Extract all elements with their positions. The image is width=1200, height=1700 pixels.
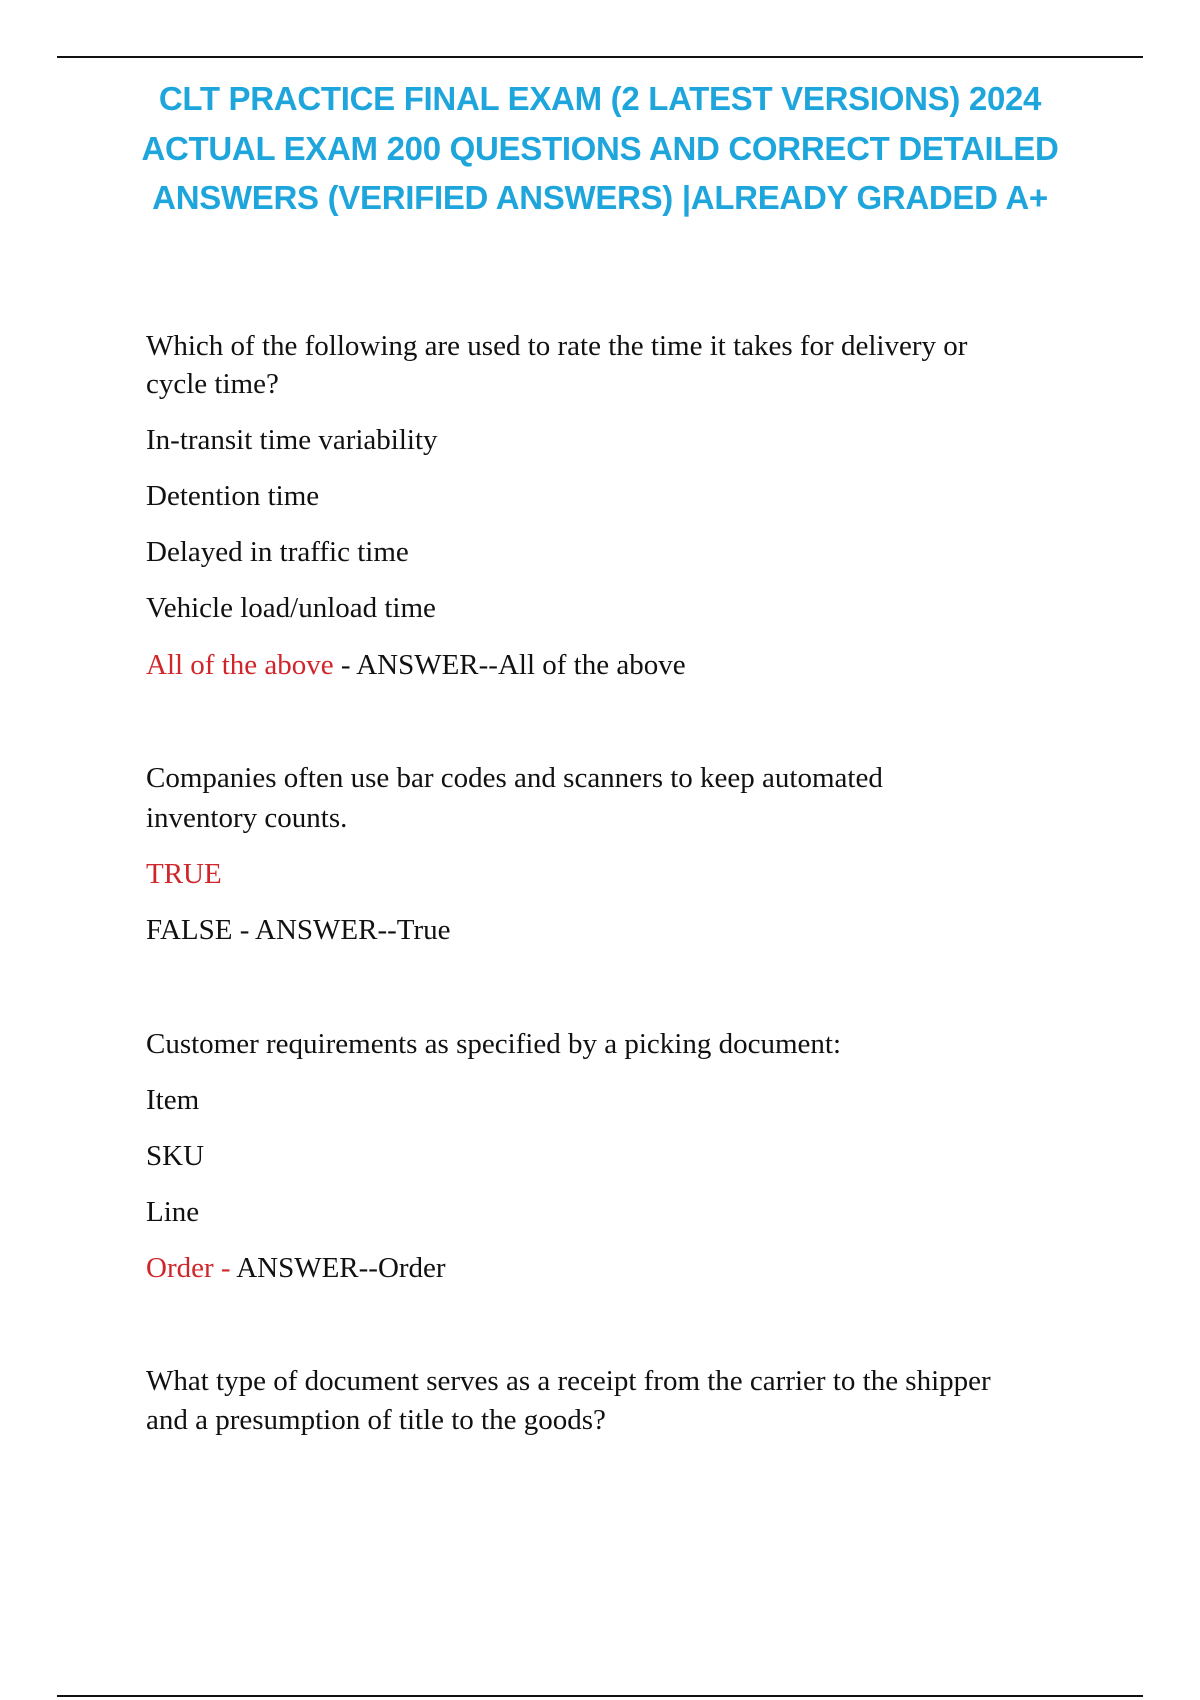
- q1-question-line-1: Which of the following are used to rate the time it takes for delivery or: [146, 330, 968, 362]
- q2-answer-line: FALSE - ANSWER--True: [146, 914, 451, 946]
- title-line-2: ACTUAL EXAM 200 QUESTIONS AND CORRECT DETAILED: [141, 129, 1059, 167]
- q3-option-3: Line: [146, 1196, 200, 1228]
- q4-question-line-1: What type of document serves as a receipt from the carrier to the shipper: [146, 1365, 991, 1397]
- q1-option-1: In-transit time variability: [146, 424, 438, 456]
- top-rule: [57, 56, 1143, 58]
- q3-answer-text: ANSWER--Order: [236, 1252, 446, 1284]
- title-line-1: CLT PRACTICE FINAL EXAM (2 LATEST VERSIONS) 2024: [158, 80, 1042, 117]
- document-title: [110, 74, 1090, 223]
- q3-question-line-1: Customer requirements as specified by a picking document:: [146, 1028, 842, 1060]
- q1-question-line-2: cycle time?: [146, 368, 279, 400]
- q3-answer-line: [146, 1249, 446, 1288]
- q1-option-2: Detention time: [146, 480, 320, 512]
- q2-question-line-1: Companies often use bar codes and scanners to keep automated: [146, 762, 883, 794]
- q2-highlighted-answer: TRUE: [146, 858, 222, 890]
- q2-question-line-2: inventory counts.: [146, 802, 348, 834]
- q1-option-4: Vehicle load/unload time: [146, 592, 436, 624]
- q1-answer-line: [146, 646, 686, 685]
- q3-option-1: Item: [146, 1084, 200, 1116]
- q4-question-line-2: and a presumption of title to the goods?: [146, 1404, 606, 1436]
- q1-answer-text: - ANSWER--All of the above: [333, 649, 686, 681]
- title-line-3: ANSWERS (VERIFIED ANSWERS) |ALREADY GRADED A+: [152, 179, 1048, 216]
- q3-option-2: SKU: [146, 1140, 205, 1172]
- q1-highlighted-answer: All of the above: [146, 649, 334, 681]
- bottom-rule: [57, 1695, 1143, 1697]
- q1-option-3: Delayed in traffic time: [146, 536, 409, 568]
- q3-highlighted-answer: Order -: [146, 1252, 237, 1284]
